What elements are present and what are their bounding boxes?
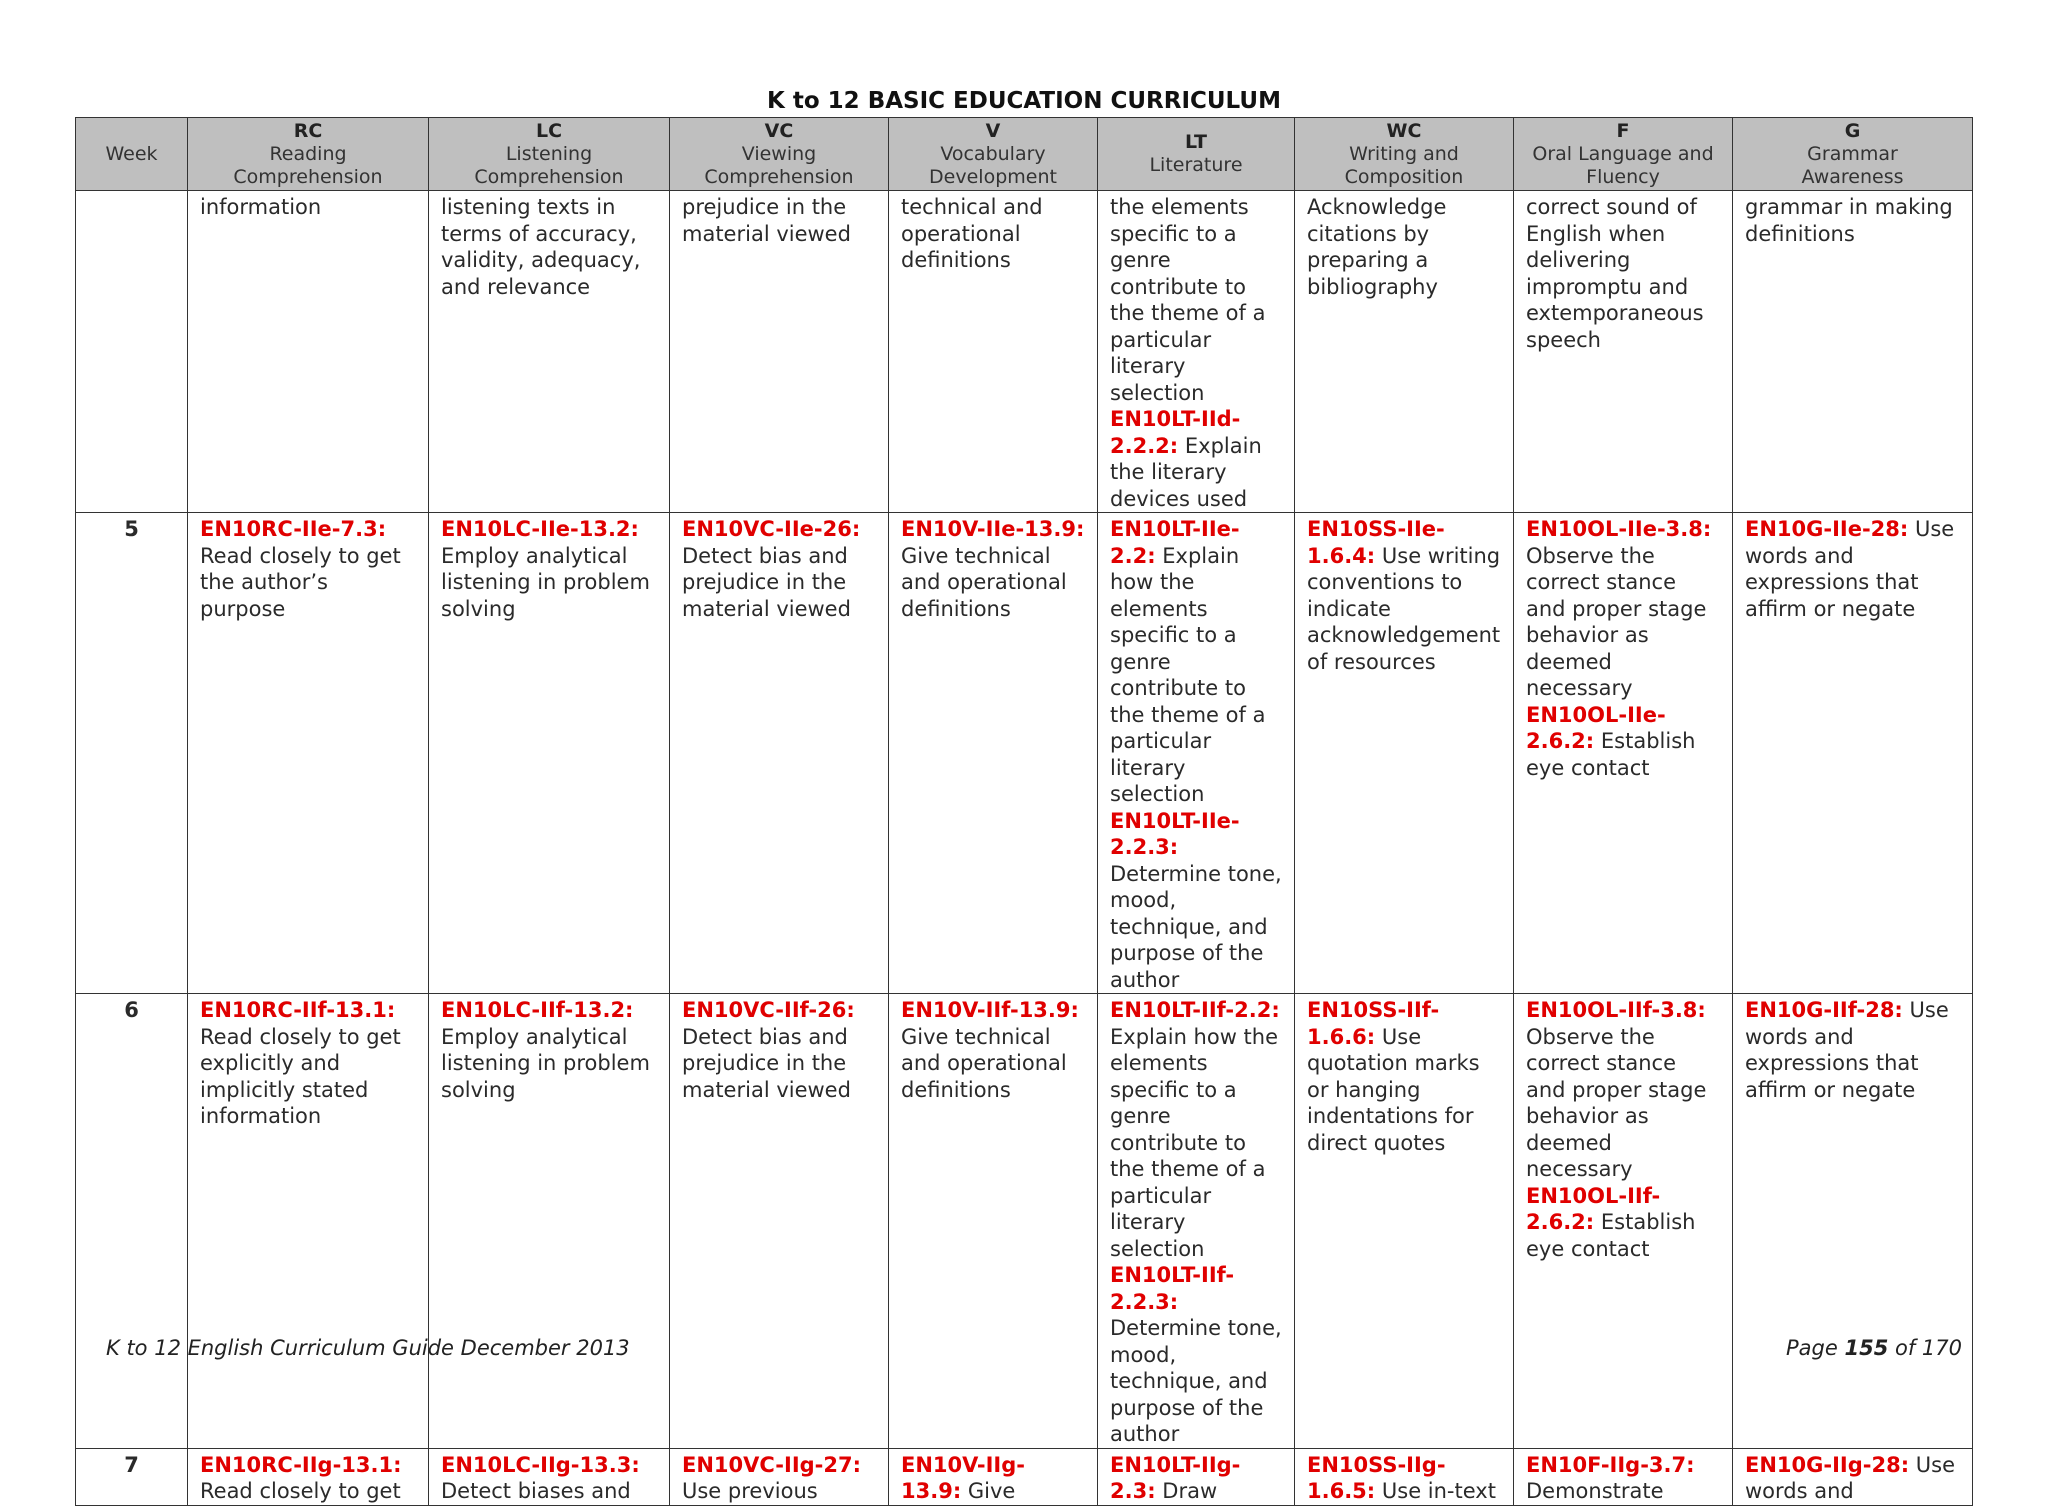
week-number: 5 xyxy=(76,513,188,994)
table-header-row xyxy=(76,118,1973,191)
header-col-v: V Vocabulary Development xyxy=(889,118,1098,191)
cell-lc xyxy=(429,191,670,513)
competency-text: listening texts in terms of accuracy, validity, adequacy, and relevance xyxy=(441,195,641,299)
header-col-rc: RC Reading Comprehension xyxy=(188,118,429,191)
competency-code: EN10V-IIg-13.9: xyxy=(901,1452,1025,1503)
cell-rc xyxy=(188,994,429,1449)
cell-vc xyxy=(670,1448,889,1505)
competency-code: EN10SS-IIe-1.6.4: xyxy=(1307,517,1445,568)
cell-f xyxy=(1514,1448,1733,1505)
competency-code: EN10G-IIf-28: xyxy=(1745,998,1903,1022)
competency-code: EN10V-IIf-13.9: xyxy=(901,998,1079,1022)
table-row xyxy=(76,1448,1973,1505)
footer-guide-title: K to 12 English Curriculum Guide December 2013 xyxy=(106,1336,630,1360)
competency-code: EN10OL-IIf-3.8: xyxy=(1526,998,1706,1022)
header-week: Week xyxy=(76,118,188,191)
cell-g xyxy=(1733,191,1973,513)
cell-rc xyxy=(188,1448,429,1505)
cell-wc xyxy=(1295,994,1514,1449)
cell-f xyxy=(1514,513,1733,994)
cell-vc xyxy=(670,191,889,513)
header-col-lt: LT Literature xyxy=(1098,118,1295,191)
competency-text: Observe the correct stance and proper stage behavior as deemed necessary xyxy=(1526,543,1707,700)
competency-code: EN10LT-IIf-2.2.3: xyxy=(1110,1263,1235,1314)
competency-text: Read closely to get explicitly and implicitly stated information xyxy=(200,1024,401,1128)
competency-code: EN10LT-IId-2.2.2: xyxy=(1110,407,1241,458)
competency-code: EN10LC-IIe-13.2: xyxy=(441,517,639,541)
competency-text: Demonstrate xyxy=(1526,1479,1664,1503)
competency-text: Use writing conventions to indicate acknowledgement of resources xyxy=(1307,543,1501,674)
cell-v xyxy=(889,191,1098,513)
competency-text: Employ analytical listening in problem solving xyxy=(441,1024,650,1102)
competency-code: EN10G-IIg-28: xyxy=(1745,1452,1910,1477)
competency-text: Detect biases and xyxy=(441,1479,631,1503)
competency-text: Use words and expressions that affirm or negate xyxy=(1745,517,1955,621)
cell-f xyxy=(1514,994,1733,1449)
cell-lt xyxy=(1098,1448,1295,1505)
week-number xyxy=(76,191,188,513)
competency-text: Detect bias and prejudice in the material viewed xyxy=(682,543,851,621)
competency-text: Use in-text xyxy=(1375,1479,1496,1503)
competency-text: prejudice in the material viewed xyxy=(682,195,851,246)
curriculum-table xyxy=(75,117,1973,1506)
competency-text: Acknowledge citations by preparing a bibliography xyxy=(1307,195,1447,299)
competency-text: Draw xyxy=(1155,1479,1218,1503)
header-col-vc: VC Viewing Comprehension xyxy=(670,118,889,191)
competency-code: EN10SS-IIg-1.6.5: xyxy=(1307,1452,1446,1503)
competency-text: Determine tone, mood, technique, and purpose of the author xyxy=(1110,861,1282,992)
competency-text: Explain how the elements specific to a genre contribute to the theme of a particular literary selection xyxy=(1110,1024,1279,1261)
competency-text: correct sound of English when delivering impromptu and extemporaneous speech xyxy=(1526,195,1704,352)
competency-text: Give xyxy=(961,1479,1016,1503)
cell-g xyxy=(1733,1448,1973,1505)
competency-text: Use previous xyxy=(682,1479,818,1503)
competency-code: EN10RC-IIe-7.3: xyxy=(200,517,387,541)
competency-text: Use words and expressions that affirm or negate xyxy=(1745,998,1949,1102)
cell-vc xyxy=(670,994,889,1449)
competency-code: EN10G-IIe-28: xyxy=(1745,517,1909,541)
header-col-wc: WC Writing and Composition xyxy=(1295,118,1514,191)
cell-lt xyxy=(1098,513,1295,994)
header-col-f: F Oral Language and Fluency xyxy=(1514,118,1733,191)
competency-text: technical and operational definitions xyxy=(901,195,1043,272)
competency-text: the elements specific to a genre contribute to the theme of a particular literary selection xyxy=(1110,195,1266,405)
cell-rc xyxy=(188,513,429,994)
cell-f xyxy=(1514,191,1733,513)
competency-code: EN10LT-IIe-2.2.3: xyxy=(1110,808,1240,859)
competency-code: EN10RC-IIf-13.1: xyxy=(200,998,396,1022)
competency-text: Explain the literary devices used xyxy=(1110,433,1262,511)
competency-code: EN10LT-IIe-2.2: xyxy=(1110,517,1240,568)
document-title: K to 12 BASIC EDUCATION CURRICULUM xyxy=(767,88,1281,114)
competency-code: EN10LC-IIf-13.2: xyxy=(441,998,634,1022)
competency-text: grammar in making definitions xyxy=(1745,195,1953,246)
competency-text: Give technical and operational definitions xyxy=(901,543,1067,621)
cell-rc xyxy=(188,191,429,513)
competency-code: EN10LT-IIg-2.3: xyxy=(1110,1452,1241,1503)
competency-text: Read closely to get the author’s purpose xyxy=(200,543,401,621)
footer-page-number: Page 155 of 170 xyxy=(1786,1336,1962,1360)
cell-wc xyxy=(1295,191,1514,513)
competency-text: Employ analytical listening in problem solving xyxy=(441,543,650,621)
table-row xyxy=(76,994,1973,1449)
week-number: 6 xyxy=(76,994,188,1449)
table-row xyxy=(76,191,1973,513)
competency-text: information xyxy=(200,195,322,219)
cell-wc xyxy=(1295,1448,1514,1505)
competency-code: EN10VC-IIf-26: xyxy=(682,998,855,1022)
cell-lc xyxy=(429,513,670,994)
competency-text: Observe the correct stance and proper stage behavior as deemed necessary xyxy=(1526,1024,1707,1181)
header-col-g: G Grammar Awareness xyxy=(1733,118,1973,191)
competency-text: Read closely to get xyxy=(200,1479,401,1503)
cell-g xyxy=(1733,994,1973,1449)
cell-lc xyxy=(429,994,670,1449)
cell-vc xyxy=(670,513,889,994)
cell-v xyxy=(889,513,1098,994)
competency-text: Use quotation marks or hanging indentations for direct quotes xyxy=(1307,1024,1480,1155)
competency-text: Determine tone, mood, technique, and purpose of the author xyxy=(1110,1316,1282,1446)
competency-code: EN10LT-IIf-2.2: xyxy=(1110,998,1280,1022)
competency-code: EN10OL-IIf-2.6.2: xyxy=(1526,1183,1661,1234)
cell-lt xyxy=(1098,191,1295,513)
competency-code: EN10V-IIe-13.9: xyxy=(901,517,1085,541)
cell-lc xyxy=(429,1448,670,1505)
cell-g xyxy=(1733,513,1973,994)
competency-code: EN10LC-IIg-13.3: xyxy=(441,1452,640,1477)
competency-text: Use words and xyxy=(1745,1452,1956,1503)
table-row xyxy=(76,513,1973,994)
cell-v xyxy=(889,994,1098,1449)
competency-code: EN10OL-IIe-2.6.2: xyxy=(1526,702,1666,753)
competency-code: EN10SS-IIf-1.6.6: xyxy=(1307,998,1440,1049)
competency-code: EN10VC-IIg-27: xyxy=(682,1452,862,1477)
cell-lt xyxy=(1098,994,1295,1449)
competency-text: Detect bias and prejudice in the material viewed xyxy=(682,1024,851,1102)
competency-code: EN10F-IIg-3.7: xyxy=(1526,1452,1695,1477)
competency-text: Explain how the elements specific to a genre contribute to the theme of a particular literary selection xyxy=(1110,543,1266,806)
cell-wc xyxy=(1295,513,1514,994)
week-number: 7 xyxy=(76,1448,188,1505)
competency-code: EN10VC-IIe-26: xyxy=(682,517,861,541)
header-col-lc: LC Listening Comprehension xyxy=(429,118,670,191)
cell-v xyxy=(889,1448,1098,1505)
competency-code: EN10RC-IIg-13.1: xyxy=(200,1452,402,1477)
competency-text: Establish eye contact xyxy=(1526,1210,1696,1261)
competency-code: EN10OL-IIe-3.8: xyxy=(1526,517,1712,541)
competency-text: Give technical and operational definitions xyxy=(901,1024,1067,1102)
competency-text: Establish eye contact xyxy=(1526,729,1696,780)
